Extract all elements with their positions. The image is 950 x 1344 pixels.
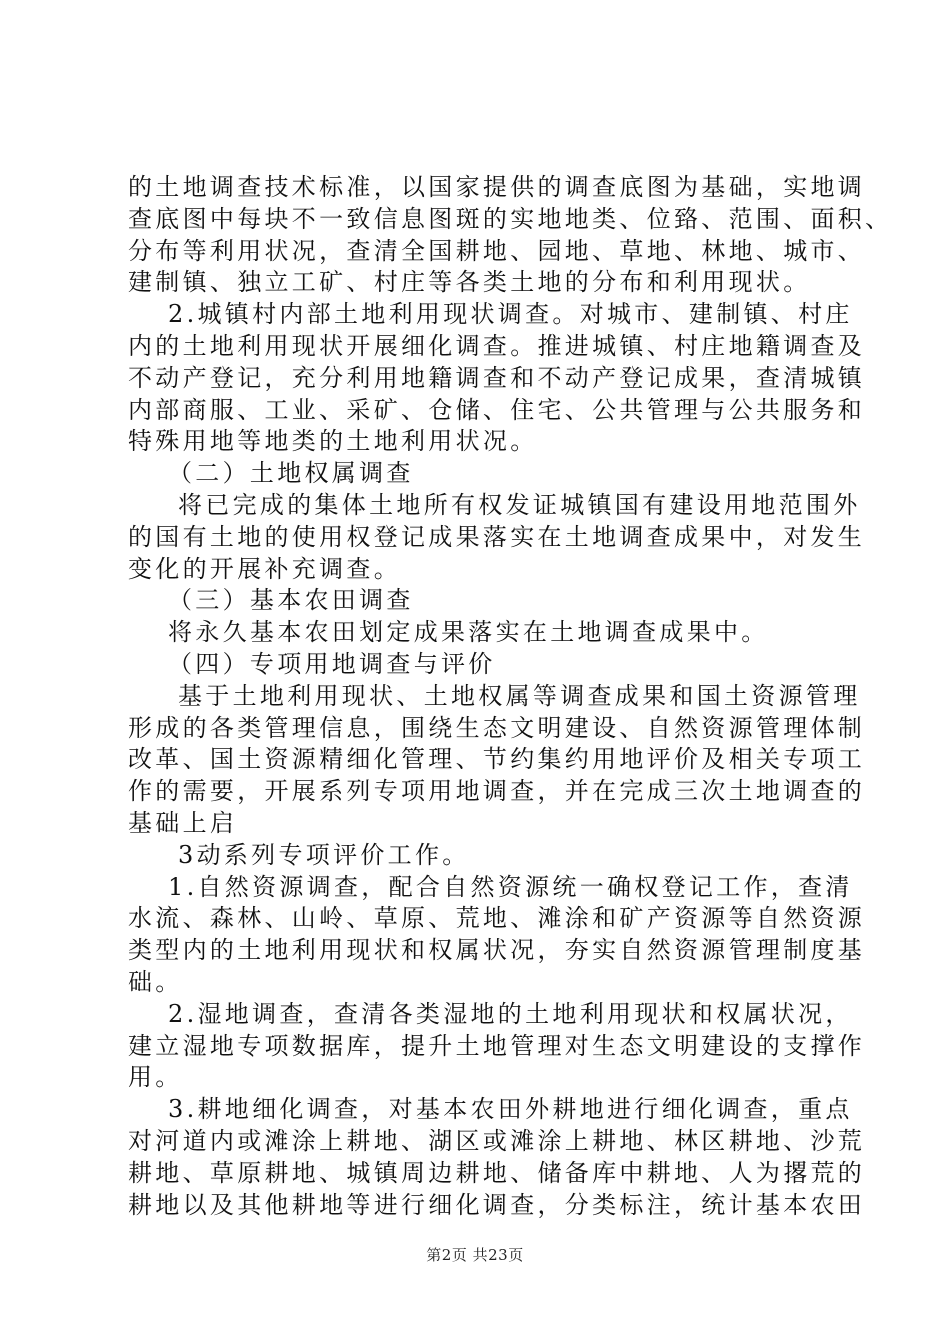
text-line: 3.耕地细化调查，对基本农田外耕地进行细化调查，重点 xyxy=(168,1095,853,1124)
text-line: 用。 xyxy=(128,1063,183,1092)
text-line: 的土地调查技术标准，以国家提供的调查底图为基础，实地调 xyxy=(128,173,866,201)
text-line: 3动系列专项评价工作。 xyxy=(178,840,470,869)
page-number-footer: 第2页 共23页 xyxy=(426,1246,524,1264)
text-line: 的国有土地的使用权登记成果落实在土地调查成果中，对发生 xyxy=(128,522,866,551)
text-line: 查底图中每块不一致信息图斑的实地地类、位臵、范围、面积、 xyxy=(128,204,893,233)
text-line: 建制镇、独立工矿、村庄等各类土地的分布和利用现状。 xyxy=(128,268,811,297)
text-line: 建立湿地专项数据库，提升土地管理对生态文明建设的支撑作 xyxy=(128,1031,866,1060)
section-heading: （三）基本农田调查 xyxy=(168,586,414,615)
text-line: 内的土地利用现状开展细化调查。推进城镇、村庄地籍调查及 xyxy=(128,331,866,360)
text-line: 不动产登记，充分利用地籍调查和不动产登记成果，查清城镇 xyxy=(128,363,866,392)
text-line: 将已完成的集体土地所有权发证城镇国有建设用地范围外 xyxy=(178,490,861,519)
text-line: 类型内的土地利用现状和权属状况，夯实自然资源管理制度基 xyxy=(128,936,866,965)
text-line: 1.自然资源调查，配合自然资源统一确权登记工作，查清 xyxy=(168,872,853,901)
text-line: 内部商服、工业、采矿、仓储、住宅、公共管理与公共服务和 xyxy=(128,395,866,424)
text-line: 改革、国土资源精细化管理、节约集约用地评价及相关专项工 xyxy=(128,745,866,774)
text-line: 特殊用地等地类的土地利用状况。 xyxy=(128,427,538,456)
text-line: 础。 xyxy=(128,967,183,996)
document-body xyxy=(128,172,893,1221)
section-heading: （四）专项用地调查与评价 xyxy=(168,649,496,678)
text-line: 形成的各类管理信息，围绕生态文明建设、自然资源管理体制 xyxy=(128,713,866,742)
text-line: 变化的开展补充调查。 xyxy=(128,554,401,583)
text-line: 对河道内或滩涂上耕地、湖区或滩涂上耕地、林区耕地、沙荒 xyxy=(128,1126,866,1155)
text-line: 2.城镇村内部土地利用现状调查。对城市、建制镇、村庄 xyxy=(168,300,853,329)
text-line: 2.湿地调查，查清各类湿地的土地利用现状和权属状况， xyxy=(168,999,853,1028)
text-line: 基础上启 xyxy=(128,808,238,837)
text-line: 分布等利用状况，查清全国耕地、园地、草地、林地、城市、 xyxy=(128,236,866,265)
text-line: 耕地、草原耕地、城镇周边耕地、储备库中耕地、人为撂荒的 xyxy=(128,1158,866,1187)
text-line: 水流、森林、山岭、草原、荒地、滩涂和矿产资源等自然资源 xyxy=(128,904,866,933)
text-line: 作的需要，开展系列专项用地调查，并在完成三次土地调查的 xyxy=(128,777,866,806)
text-line: 将永久基本农田划定成果落实在土地调查成果中。 xyxy=(168,618,769,647)
section-heading: （二）土地权属调查 xyxy=(168,459,414,488)
text-line: 基于土地利用现状、土地权属等调查成果和国土资源管理 xyxy=(178,681,861,710)
text-line: 耕地以及其他耕地等进行细化调查，分类标注，统计基本农田 xyxy=(128,1190,866,1219)
